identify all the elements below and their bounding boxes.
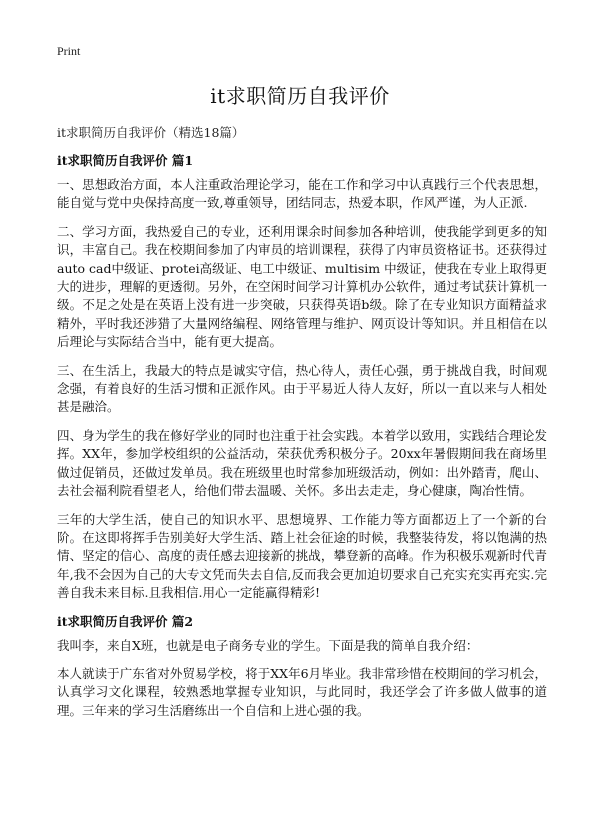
paragraph: 三、在生活上，我最大的特点是诚实守信，热心待人，责任心强，勇于挑战自我，时间观念强，有着良好的生活习惯和正派作风。由于平易近人待人友好，所以一直以来与人相处甚是融洽。 [57,362,547,415]
document-subtitle: it求职简历自我评价（精选18篇） [57,125,245,140]
paragraph: 本人就读于广东省对外贸易学校，将于XX年6月毕业。我非常珍惜在校期间的学习机会，认真学习文化课程，较熟悉地掌握专业知识，与此同时，我还学会了许多做人做事的道理。三年来的学习生活磨练出一个自信和上进心强的我。 [57,665,547,718]
paragraph: 我叫李，来自X班，也就是电子商务专业的学生。下面是我的简单自我介绍： [57,637,479,653]
section-heading: it求职简历自我评价 篇2 [57,613,194,629]
paragraph: 二、学习方面，我热爱自己的专业，还利用课余时间参加各种培训，使我能学到更多的知识，丰富自己。我在校期间参加了内审员的培训课程，获得了内审员资格证书。还获得过auto cad中级证、protei高级证、电工中级证、multisim 中级证，使我在专业上取得更大的进步，理解的更透彻。另外，在空闲时间学习计算机办公软件，通过考试获计算机一级。不足之处是在英语上没有进一步突破，只获得英语b级。除了在专业知识方面精益求精外，平时我还涉猎了大量网络编程、网络管理与维护、网页设计等知识。并且相信在以后理论与实际结合当中，能有更大提高。 [57,223,547,350]
section-heading: it求职简历自我评价 篇1 [57,153,194,168]
document-title: it求职简历自我评价 [210,84,390,108]
paragraph: 一、思想政治方面，本人注重政治理论学习，能在工作和学习中认真践行三个代表思想，能自觉与党中央保持高度一致,尊重领导，团结同志，热爱本职，作风严谨，为人正派. [57,177,547,211]
paragraph: 四、身为学生的我在修好学业的同时也注重于社会实践。本着学以致用，实践结合理论发挥。XX年，参加学校组织的公益活动，荣获优秀积极分子。20xx年暑假期间我在商场里做过促销员，还做过发单员。我在班级里也时常参加班级活动，例如：出外踏青，爬山、去社会福利院看望老人，给他们带去温暖、关怀。多出去走走，身心健康，陶冶性情。 [57,427,547,499]
paragraph: 三年的大学生活，使自己的知识水平、思想境界、工作能力等方面都迈上了一个新的台阶。在这即将挥手告别美好大学生活、踏上社会征途的时候，我整装待发，将以饱满的热情、坚定的信心、高度的责任感去迎接新的挑战，攀登新的高峰。作为积极乐观新时代青年,我不会因为自己的大专文凭而失去自信,反而我会更加迫切要求自己充实充实再充实.完善自我未来目标.且我相信.用心一定能赢得精彩! [57,511,547,601]
section-2 [57,613,547,721]
print-label[interactable]: Print [57,44,81,58]
document-content [57,152,547,730]
section-1 [57,152,547,603]
